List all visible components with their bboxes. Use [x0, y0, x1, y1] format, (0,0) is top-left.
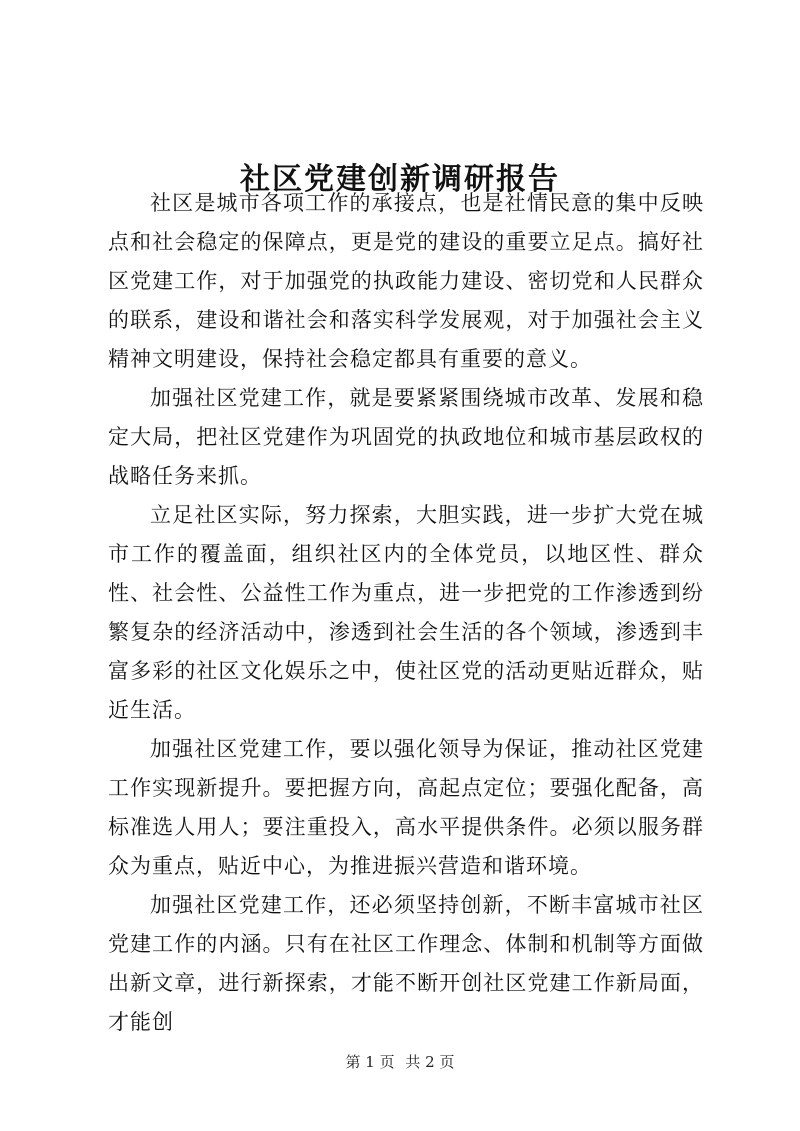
- paragraph-1: 社区是城市各项工作的承接点，也是社情民意的集中反映点和社会稳定的保障点，更是党的建设的重要立足点。搞好社区党建工作，对于加强党的执政能力建设、密切党和人民群众的联系，建设和谐社会和落实科学发展观，对于加强社会主义精神文明建设，保持社会稳定都具有重要的意义。: [108, 191, 704, 371]
- paragraph-3: 立足社区实际，努力探索，大胆实践，进一步扩大党在城市工作的覆盖面，组织社区内的全体党员，以地区性、群众性、社会性、公益性工作为重点，进一步把党的工作渗透到纷繁复杂的经济活动中，渗透到社会生活的各个领域，渗透到丰富多彩的社区文化娱乐之中，使社区党的活动更贴近群众，贴近生活。: [108, 503, 704, 722]
- paragraph-4: 加强社区党建工作，要以强化领导为保证，推动社区党建工作实现新提升。要把握方向，高起点定位；要强化配备，高标准选人用人；要注重投入，高水平提供条件。必须以服务群众为重点，贴近中心，为推进振兴营造和谐环境。: [108, 737, 704, 878]
- page-footer: [0, 1052, 800, 1072]
- document-body: [108, 184, 704, 1042]
- document-title: 社区党建创新调研报告: [240, 162, 560, 198]
- page-number: 第 1 页: [345, 1053, 395, 1071]
- page-total: 共 2 页: [405, 1053, 455, 1071]
- paragraph-5: 加强社区党建工作，还必须坚持创新，不断丰富城市社区党建工作的内涵。只有在社区工作理念、体制和机制等方面做出新文章，进行新探索，才能不断开创社区党建工作新局面，才能创: [108, 893, 704, 1034]
- paragraph-2: 加强社区党建工作，就是要紧紧围绕城市改革、发展和稳定大局，把社区党建作为巩固党的执政地位和城市基层政权的战略任务来抓。: [108, 386, 704, 488]
